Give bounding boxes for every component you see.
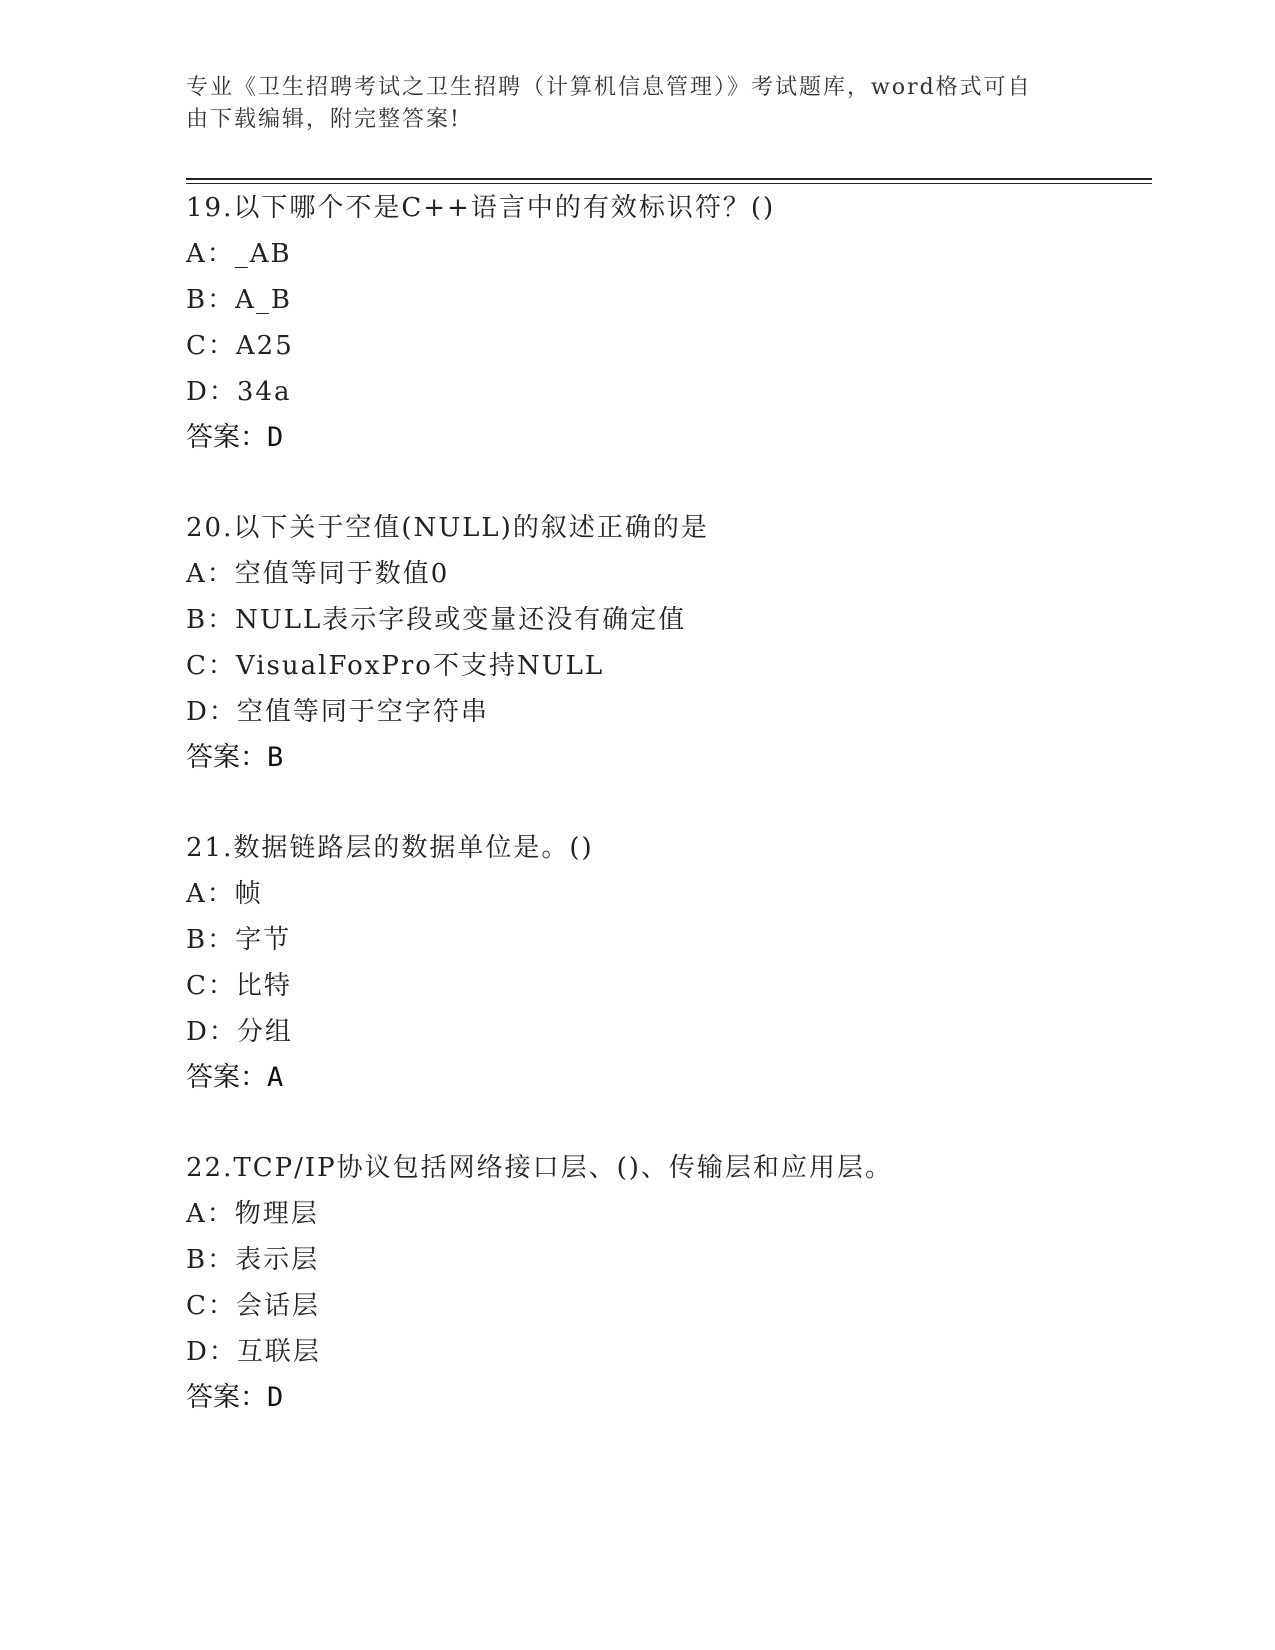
header-divider-thin bbox=[186, 183, 1152, 184]
option-text: 会话层 bbox=[235, 1291, 320, 1321]
option-a bbox=[186, 871, 1152, 917]
option-letter: A： bbox=[186, 239, 235, 269]
header-divider-thick bbox=[186, 178, 1152, 180]
option-letter: C： bbox=[186, 331, 236, 361]
question-title: 22.TCP/IP协议包括网络接口层、()、传输层和应用层。 bbox=[186, 1153, 893, 1183]
answer-line: 答案：B bbox=[186, 742, 284, 773]
header-line-2: 由下载编辑，附完整答案! bbox=[186, 107, 461, 132]
option-d bbox=[186, 1009, 1152, 1055]
option-a bbox=[186, 231, 1152, 277]
option-d bbox=[186, 369, 1152, 415]
option-letter: C： bbox=[186, 651, 236, 681]
option-text: 空值等同于空字符串 bbox=[236, 697, 489, 727]
answer-line: 答案：D bbox=[186, 1382, 284, 1413]
option-letter: C： bbox=[186, 1291, 236, 1321]
option-letter: B： bbox=[186, 285, 236, 315]
question-21 bbox=[186, 825, 1152, 1101]
answer-line: 答案：A bbox=[186, 1062, 284, 1093]
option-b bbox=[186, 917, 1152, 963]
option-c bbox=[186, 1283, 1152, 1329]
option-text: 字节 bbox=[235, 925, 292, 955]
option-letter: D： bbox=[186, 1337, 237, 1367]
question-title: 20.以下关于空值(NULL)的叙述正确的是 bbox=[186, 513, 709, 543]
question-20 bbox=[186, 505, 1152, 781]
option-text: 比特 bbox=[235, 971, 292, 1001]
header-line-1: 专业《卫生招聘考试之卫生招聘（计算机信息管理）》考试题库，word格式可自 bbox=[186, 75, 1032, 100]
option-letter: B： bbox=[186, 1245, 236, 1275]
option-letter: D： bbox=[186, 697, 237, 727]
option-text: 表示层 bbox=[235, 1245, 320, 1275]
option-letter: A： bbox=[186, 559, 235, 589]
option-letter: B： bbox=[186, 605, 236, 635]
option-letter: C： bbox=[186, 971, 236, 1001]
option-text: 互联层 bbox=[236, 1337, 321, 1367]
option-text: 空值等同于数值0 bbox=[234, 559, 450, 589]
option-c bbox=[186, 323, 1152, 369]
option-text: A_B bbox=[235, 285, 292, 315]
option-d bbox=[186, 1329, 1152, 1375]
option-text: 34a bbox=[236, 377, 292, 407]
option-c bbox=[186, 643, 1152, 689]
answer-line: 答案：D bbox=[186, 422, 284, 453]
document-header bbox=[186, 72, 1076, 136]
option-b bbox=[186, 1237, 1152, 1283]
option-b bbox=[186, 277, 1152, 323]
option-c bbox=[186, 963, 1152, 1009]
question-19 bbox=[186, 185, 1152, 461]
option-letter: D： bbox=[186, 1017, 237, 1047]
question-title: 21.数据链路层的数据单位是。() bbox=[186, 833, 594, 863]
option-text: 物理层 bbox=[234, 1199, 319, 1229]
option-text: 帧 bbox=[234, 879, 263, 909]
option-letter: A： bbox=[186, 1199, 235, 1229]
question-22 bbox=[186, 1145, 1152, 1421]
option-text: _AB bbox=[234, 239, 292, 269]
option-a bbox=[186, 1191, 1152, 1237]
option-text: VisualFoxPro不支持NULL bbox=[235, 651, 605, 681]
option-text: A25 bbox=[235, 331, 294, 361]
option-letter: B： bbox=[186, 925, 236, 955]
option-letter: A： bbox=[186, 879, 235, 909]
question-title: 19.以下哪个不是C++语言中的有效标识符？() bbox=[186, 193, 776, 223]
option-text: NULL表示字段或变量还没有确定值 bbox=[235, 605, 687, 635]
option-letter: D： bbox=[186, 377, 237, 407]
option-text: 分组 bbox=[236, 1017, 293, 1047]
option-a bbox=[186, 551, 1152, 597]
option-d bbox=[186, 689, 1152, 735]
option-b bbox=[186, 597, 1152, 643]
